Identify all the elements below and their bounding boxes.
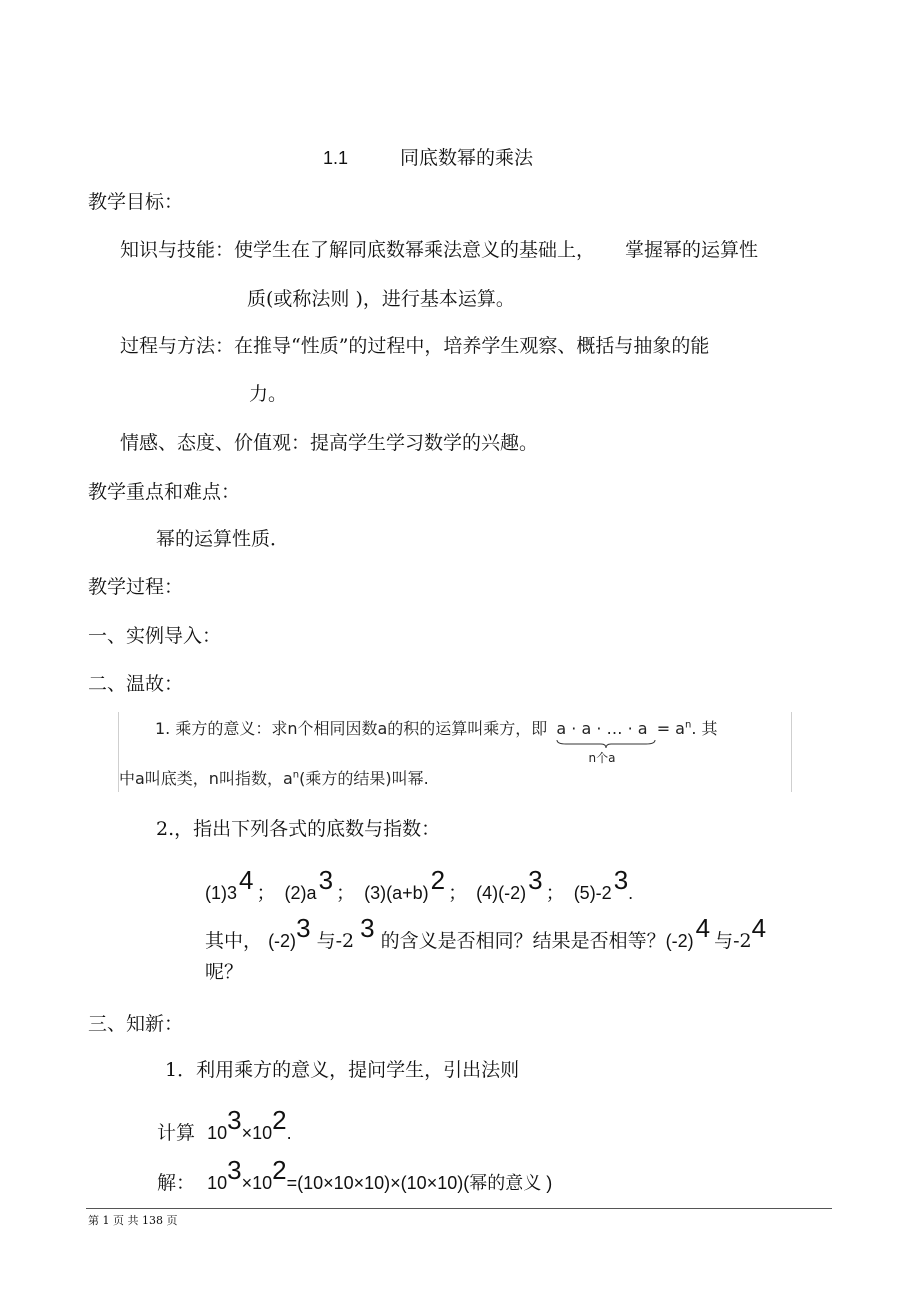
question-mid2: 的含义是否相同？结果是否相等？ [380, 930, 666, 952]
solution-base1: 10 [207, 1173, 228, 1193]
emotion-goal: 情感、态度、价值观：提高学生学习数学的兴趣。 [120, 432, 539, 454]
exercise-question [205, 913, 767, 953]
definition-tail: . 其 [691, 719, 718, 738]
brace-label: n个a [588, 751, 616, 765]
calc-line [157, 1105, 292, 1145]
exercise-item-3-base: (3)(a+b) [364, 883, 429, 903]
solution-label: 解： [157, 1172, 196, 1194]
calc-label: 计算 [157, 1122, 196, 1144]
solution-line [157, 1155, 553, 1195]
solution-times: × [241, 1173, 253, 1193]
question-expr3-exponent: 4 [695, 913, 711, 943]
question-expr2-exponent: 3 [360, 913, 375, 943]
solution-exp2: 2 [272, 1155, 287, 1185]
exercise-item-1-exponent: 4 [239, 865, 254, 895]
exercise-question-line2: 呢？ [205, 961, 244, 983]
definition-line2 [119, 766, 429, 789]
separator: ； [336, 882, 356, 904]
exercise-item-1-base: (1)3 [205, 883, 238, 903]
question-expr3-base: (-2) [665, 931, 694, 951]
exercise-item-5-exponent: 3 [613, 865, 629, 895]
keypoints-text: 幂的运算性质． [156, 528, 290, 550]
calc-end: . [286, 1123, 292, 1143]
definition-line2-tail: (乘方的结果)叫幂. [299, 769, 429, 788]
solution-exp1: 3 [227, 1155, 242, 1185]
calc-exp1: 3 [227, 1105, 242, 1135]
exercise-item-4-exponent: 3 [528, 865, 543, 895]
footer-divider [86, 1208, 832, 1209]
question-expr1-exponent: 3 [296, 913, 311, 943]
calc-exp2: 2 [272, 1105, 287, 1135]
definition-text: 1. 乘方的意义：求n个相同因数a的积的运算叫乘方，即 [155, 719, 548, 738]
section-intro: 一、实例导入： [88, 625, 222, 647]
power-equals: = a [656, 719, 685, 738]
rule-item: 1．利用乘方的意义，提问学生，引出法则 [165, 1059, 520, 1081]
keypoints-heading: 教学重点和难点： [88, 481, 241, 503]
separator: ； [545, 882, 565, 904]
question-mid3: 与-2 [714, 930, 752, 952]
knowledge-line1 [120, 238, 758, 262]
solution-rhs: =(10×10×10)×(10×10)(幂的意义 ) [286, 1173, 553, 1193]
exercise-item-2-base: (2)a [284, 883, 317, 903]
times-sign: × [241, 1123, 253, 1143]
question-expr1-base: (-2) [268, 931, 297, 951]
exercise-end: . [628, 883, 634, 903]
title-text: 同底数幂的乘法 [400, 147, 534, 169]
knowledge-tail: 掌握幂的运算性 [625, 239, 759, 261]
calc-base1: 10 [207, 1123, 228, 1143]
section-new: 三、知新： [88, 1013, 184, 1035]
separator: ； [448, 882, 468, 904]
definition-box [118, 712, 792, 792]
product-terms: a · a · … · a [556, 719, 648, 738]
knowledge-text: 知识与技能：使学生在了解同底数幂乘法意义的基础上， [120, 239, 596, 261]
question-expr4-exponent: 4 [751, 913, 767, 943]
goals-heading: 教学目标： [88, 191, 184, 213]
exercise-item-5-base: (5)-2 [573, 883, 612, 903]
section-review: 二、温故： [88, 673, 184, 695]
process-heading: 教学过程： [88, 576, 184, 598]
exercise-item-3-exponent: 2 [430, 865, 446, 895]
exercise-item-4-base: (4)(-2) [476, 883, 527, 903]
product-expression [556, 719, 648, 765]
underbrace-icon [556, 739, 656, 749]
knowledge-line2: 质(或称法则 )，进行基本运算。 [247, 288, 515, 310]
separator: ； [256, 882, 276, 904]
question-prefix: 其中， [205, 930, 263, 952]
page-footer: 第 1 页 共 138 页 [88, 1214, 178, 1227]
definition-line1 [155, 716, 718, 765]
exercise-item-2-exponent: 3 [318, 865, 334, 895]
process-line1: 过程与方法：在推导“性质”的过程中，培养学生观察、概括与抽象的能 [120, 335, 710, 357]
solution-base2: 10 [252, 1173, 273, 1193]
title-number: 1.1 [323, 148, 349, 168]
process-line2: 力。 [249, 383, 288, 405]
definition-line2-text: 中a叫底类，n叫指数，a [119, 769, 293, 788]
exercise-intro: 2.，指出下列各式的底数与指数： [156, 818, 441, 840]
exercise-items [205, 865, 634, 905]
definition-line2-exponent: n [292, 769, 300, 781]
question-mid1: 与-2 [316, 930, 355, 952]
calc-base2: 10 [252, 1123, 273, 1143]
page-title [323, 146, 533, 170]
power-exponent: n [684, 719, 692, 731]
